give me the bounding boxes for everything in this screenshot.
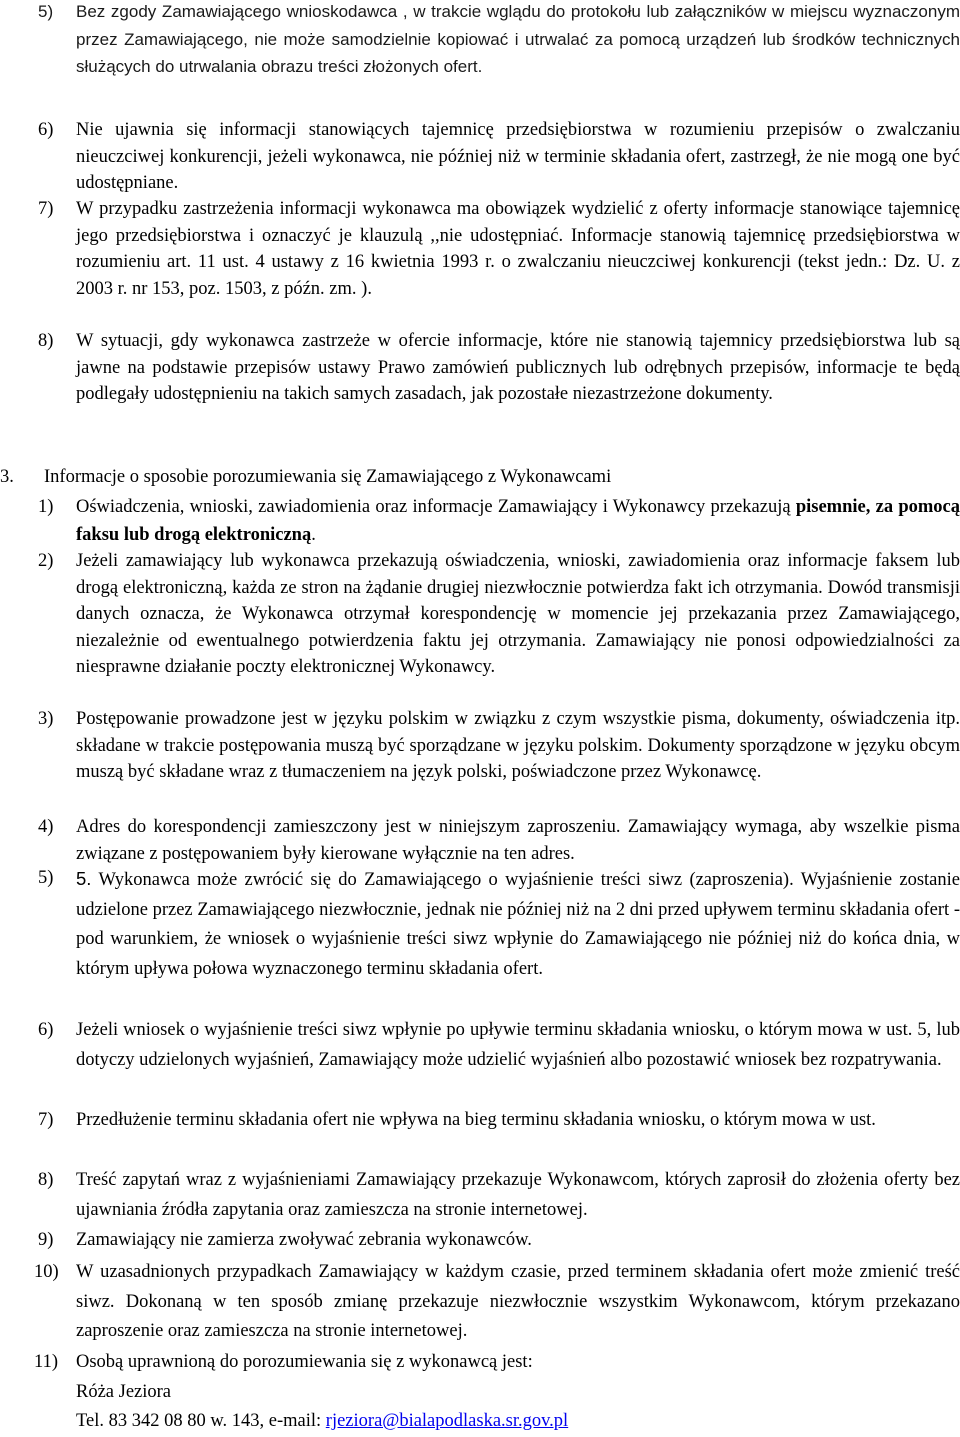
list-item (38, 494, 960, 549)
section-title: Informacje o sposobie porozumiewania się Zamawiającego z Wykonawcami (44, 467, 612, 487)
contact-phone: Tel. 83 342 08 80 w. 143, e-mail: (76, 1411, 326, 1432)
list-item (38, 1166, 960, 1225)
list-item (38, 117, 960, 197)
item-text: W uzasadnionych przypadkach Zamawiający w każdym czasie, przed terminem składania ofert może zmienić treść siwz. Dokonaną w ten sposób zmianę przekazuje niezwłocznie wszystkim Wykonawcom, którym przekazano zaproszenie oraz zamieszcza na stronie internetowej. (76, 1262, 960, 1342)
item-number: 6) (38, 120, 54, 140)
list-item (38, 1106, 960, 1136)
item-text-bold: pisemnie, za pomocą faksu lub drogą elektroniczną (76, 497, 960, 545)
item-text: Zamawiający nie zamierza zwoływać zebrania wykonawców. (76, 1230, 532, 1250)
contact-name: Róża Jeziora (76, 1381, 172, 1402)
list-item (38, 1016, 960, 1075)
item-number: 1) (38, 497, 54, 517)
item-text-tail: . (311, 524, 316, 545)
item-number: 5) (38, 868, 54, 888)
list-item (34, 1348, 960, 1437)
item-text-plain: Oświadczenia, wnioski, zawiadomienia oraz informacje Zamawiający i Wykonawcy przekazują (76, 497, 791, 517)
item-text (76, 494, 960, 549)
list-item (38, 328, 960, 408)
item-text-plain: Wykonawca może zwrócić się do Zamawiającego o wyjaśnienie treści siwz (zaproszenia). Wyjaśnienie zostanie udzielone przez Zamawiającego niezwłocznie, jednak nie później niż na 2 dni przed upływem terminu składania ofert - pod warunkiem, że wniosek o wyjaśnienie treści siwz wpłynie do Zamawiającego nie później niż do końca dnia, w którym upływa połowa wyznaczonego terminu składania ofert. (76, 870, 960, 979)
item-text: Przedłużenie terminu składania ofert nie wpływa na bieg terminu składania wniosku, o którym mowa w ust. (76, 1110, 876, 1130)
item-number: 4) (38, 817, 54, 837)
item-text: Bez zgody Zamawiającego wnioskodawca , w trakcie wglądu do protokołu lub załączników w miejscu wyznaczonym przez Zamawiającego, nie może samodzielnie kopiować i utrwalać za pomocą urządzeń lub środków technicznych służących do utrwalania obrazu treści złożonych ofert. (76, 2, 960, 76)
contact-intro: Osobą uprawnioną do porozumiewania się z wykonawcą jest: (76, 1352, 533, 1372)
list-item (38, 706, 960, 786)
item-number: 2) (38, 551, 54, 571)
list-item (38, 548, 960, 681)
item-lead: 5. (76, 868, 92, 889)
list-item (38, 1226, 960, 1256)
item-number: 9) (38, 1230, 54, 1250)
item-number: 11) (34, 1352, 58, 1372)
item-number: 10) (34, 1262, 59, 1282)
item-number: 8) (38, 1170, 54, 1190)
list-item (38, 814, 960, 867)
item-number: 6) (38, 1020, 54, 1040)
item-text: Treść zapytań wraz z wyjaśnieniami Zamawiający przekazuje Wykonawcom, których zaprosił do złożenia oferty bez ujawniania źródła zapytania oraz zamieszcza na stronie internetowej. (76, 1170, 960, 1220)
item-number: 7) (38, 1110, 54, 1130)
item-text: Jeżeli wniosek o wyjaśnienie treści siwz wpłynie po upływie terminu składania wniosku, o którym mowa w ust. 5, lub dotyczy udzielonych wyjaśnień, Zamawiający może udzielić wyjaśnień albo pozostawić wniosek bez rozpatrywania. (76, 1020, 960, 1070)
item-number: 8) (38, 331, 54, 351)
list-item (34, 1258, 960, 1347)
contact-line (76, 1407, 960, 1437)
list-item (38, 864, 960, 984)
item-text: Postępowanie prowadzone jest w języku polskim w związku z czym wszystkie pisma, dokumenty, oświadczenia itp. składane w trakcie postępowania muszą być sporządzane w języku polskim. Dokumenty sporządzone w języku obcym muszą być składane wraz z tłumaczeniem na język polski, poświadczone przez Wykonawcę. (76, 709, 960, 782)
item-text: Jeżeli zamawiający lub wykonawca przekazują oświadczenia, wnioski, zawiadomienia oraz informacje faksem lub drogą elektroniczną, każda ze stron na żądanie drugiej niezwłocznie potwierdza fakt ich otrzymania. Dowód transmisji danych oznacza, że Wykonawca otrzymał korespondencję w momencie jej przekazania przez Zamawiającego, niezależnie od ewentualnego potwierdzenia faktu jej otrzymania. Zamawiający nie ponosi odpowiedzialności za niesprawne działanie poczty elektronicznej Wykonawcy. (76, 551, 960, 677)
item-text: Adres do korespondencji zamieszczony jest w niniejszym zaproszeniu. Zamawiający wymaga, aby wszelkie pisma związane z postępowaniem były kierowane wyłącznie na ten adres. (76, 817, 960, 864)
item-text: W przypadku zastrzeżenia informacji wykonawca ma obowiązek wydzielić z oferty informacje stanowiące tajemnicę jego przedsiębiorstwa i oznaczyć je klauzulą ,,nie udostępniać. Informacje stanowią tajemnicę przedsiębiorstwa w rozumieniu art. 11 ust. 4 ustawy z 16 kwietnia 1993 r. o zwalczaniu nieuczciwej konkurencji (tekst jedn.: Dz. U. z 2003 r. nr 153, poz. 1503, z późn. zm. ). (76, 199, 960, 299)
item-text (76, 864, 960, 984)
item-text (76, 1348, 960, 1437)
section-number: 3. (0, 467, 14, 487)
list-item (38, 196, 960, 302)
list-item (38, 0, 960, 81)
item-text: W sytuacji, gdy wykonawca zastrzeże w ofercie informacje, które nie stanowią tajemnicy przedsiębiorstwa lub są jawne na podstawie przepisów ustawy Prawo zamówień publicznych lub odrębnych przepisów, informacje te będą podlegały udostępnieniu na takich samych zasadach, jak pozostałe niezastrzeżone dokumenty. (76, 331, 960, 404)
item-number: 5) (38, 2, 54, 21)
item-number: 3) (38, 709, 54, 729)
item-text: Nie ujawnia się informacji stanowiących tajemnicę przedsiębiorstwa w rozumieniu przepisów o zwalczaniu nieuczciwej konkurencji, jeżeli wykonawca, nie później niż w terminie składania ofert, zastrzegł, że nie mogą one być udostępniane. (76, 120, 960, 193)
item-number: 7) (38, 199, 54, 219)
email-link[interactable]: rjeziora@bialapodlaska.sr.gov.pl (325, 1411, 569, 1432)
